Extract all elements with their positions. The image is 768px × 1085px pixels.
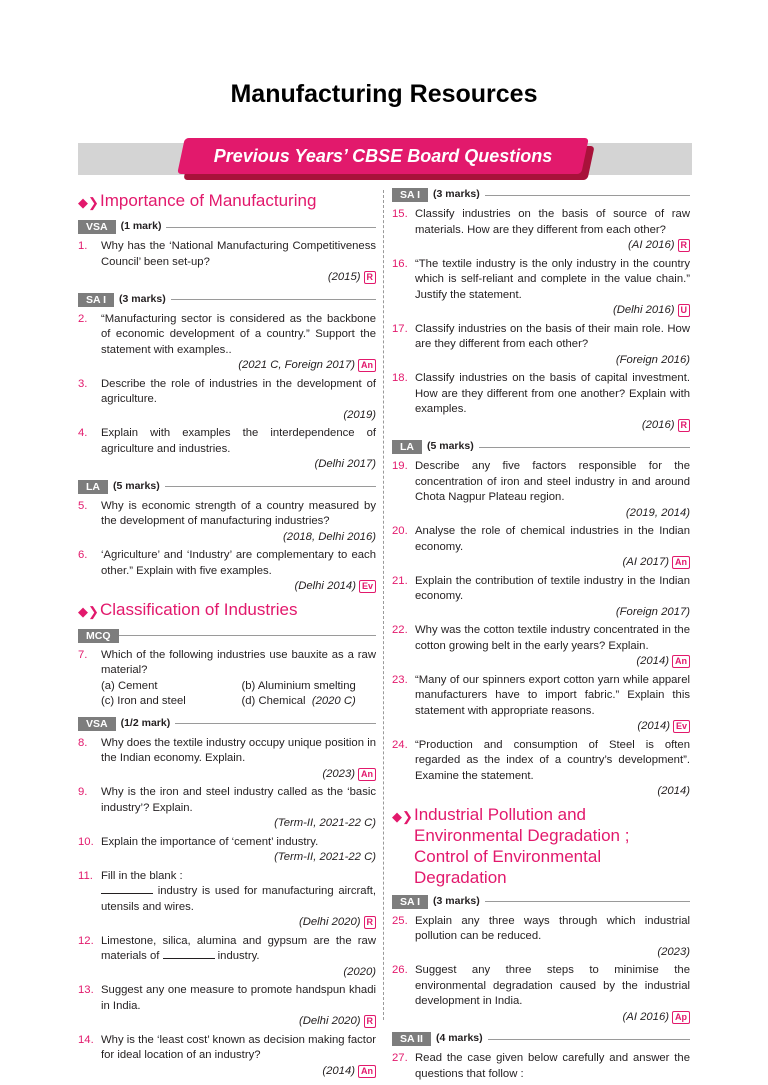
topic-heading (78, 599, 376, 622)
answer-blank (163, 958, 215, 959)
question-source: (2014) (657, 785, 690, 797)
section-marks: (1/2 mark) (120, 716, 171, 729)
skill-tag: An (358, 359, 376, 372)
question-text: Explain any three ways through which industrial pollution can be reduced. (415, 914, 690, 942)
question-source: (Term-II, 2021-22 C) (274, 817, 376, 829)
question-number: 16. (392, 257, 408, 270)
question-text: Classify industries on the basis of capital investment. How are they different from one another? Explain with examples. (415, 372, 690, 415)
question-text: Classify industries on the basis of source of raw materials. How are they different from each other? (415, 208, 690, 236)
section-marks: (1 mark) (120, 220, 162, 233)
banner-heading: Previous Years’ CBSE Board Questions (213, 146, 553, 166)
question-text: “Production and consumption of Steel is often regarded as the index of a country’s development”. Examine the statement. (415, 738, 690, 782)
topic-title: Importance of Manufacturing (100, 191, 317, 210)
question-source: (Term-II, 2021-22 C) (274, 851, 376, 863)
question-text-end: industry. (217, 950, 260, 962)
section-rule (175, 723, 376, 724)
question-text: Suggest any three steps to minimise the environmental degradation caused by the industrial development in India. (415, 964, 690, 1007)
question-text: Explain the contribution of textile industry in the Indian economy. (415, 574, 690, 602)
question-source: (2023) (657, 945, 690, 958)
question-text: “Many of our spinners export cotton yarn while apparel manufacturers have to import fabric.” Explain this statement with appropriate reasons. (415, 673, 690, 717)
skill-tag: An (672, 556, 690, 569)
question-text: “Manufacturing sector is considered as the backbone of economic development of a country.” Support the statement with examples.. (101, 312, 376, 356)
question-text: Analyse the role of chemical industries in the Indian economy. (415, 525, 690, 553)
question-text: Explain the importance of ‘cement’ industry. (101, 835, 319, 848)
section-rule (479, 447, 690, 448)
double-chevron-icon: ◆❯ (78, 195, 99, 210)
section-header (78, 220, 376, 234)
double-chevron-icon: ◆❯ (78, 603, 99, 619)
question-item (392, 963, 690, 1025)
section-marks: (3 marks) (119, 292, 166, 305)
question-text: “The textile industry is the only industry in the country which is self-reliant and complete in the value chain.” Justify the statement. (415, 257, 690, 301)
question-item (392, 371, 690, 433)
section-rule (488, 1039, 690, 1040)
question-source: (Delhi 2020) (298, 916, 361, 928)
skill-tag: An (358, 1065, 376, 1078)
section-rule (119, 635, 377, 636)
question-number: 11. (78, 869, 93, 882)
question-number: 23. (392, 673, 408, 686)
question-number: 20. (392, 525, 408, 537)
topic-title: Classification of Industries (100, 599, 298, 619)
section-header (78, 629, 376, 643)
skill-tag: Ap (672, 1011, 690, 1024)
section-header (392, 1032, 690, 1046)
topic-heading (78, 190, 376, 213)
question-source: (Delhi 2014) (294, 580, 356, 592)
skill-tag: R (364, 271, 377, 284)
option-b: (b) Aluminium smelting (241, 679, 356, 692)
question-item (392, 673, 690, 735)
section-badge: SA I (392, 895, 428, 909)
question-item (78, 239, 376, 286)
question-source: (2023) (322, 767, 355, 780)
question-source: (Foreign 2017) (615, 605, 690, 618)
skill-tag: Ev (673, 720, 690, 733)
skill-tag: Ev (359, 580, 376, 593)
question-text: Why is economic strength of a country measured by the development of manufacturing industries? (101, 499, 376, 527)
question-number: 19. (392, 460, 408, 472)
question-number: 10. (78, 835, 94, 848)
skill-tag: R (678, 239, 691, 252)
section-header (78, 480, 376, 494)
section-badge: VSA (78, 717, 116, 731)
question-item (78, 548, 376, 595)
section-header (392, 895, 690, 909)
question-source: (AI 2017) (622, 556, 669, 568)
question-item (392, 524, 690, 571)
question-number: 2. (78, 312, 88, 325)
section-header (392, 188, 690, 202)
question-item (392, 738, 690, 800)
topic-heading (392, 804, 690, 888)
question-source: (Foreign 2016) (615, 353, 690, 366)
question-item (392, 207, 690, 254)
option-a: (a) Cement (101, 679, 158, 692)
question-source: (2016) (641, 418, 675, 431)
section-badge: VSA (78, 220, 116, 234)
question-item (78, 934, 376, 981)
question-source: (2015) (327, 271, 361, 283)
question-item (78, 312, 376, 374)
question-text: Describe any five factors responsible for the concentration of iron and steel industry in and around Chota Nagpur Plateau region. (415, 460, 690, 503)
question-source: (2019) (343, 408, 376, 421)
question-text: Why has the ‘National Manufacturing Competitiveness Council’ been set-up? (101, 240, 376, 268)
question-item (392, 914, 690, 961)
skill-tag: R (364, 1015, 377, 1028)
option-d: (d) Chemical (241, 695, 306, 707)
skill-tag: R (364, 916, 377, 929)
question-source: (2018, Delhi 2016) (283, 530, 376, 543)
question-item (78, 499, 376, 546)
question-source: (2019, 2014) (625, 506, 690, 519)
question-number: 8. (78, 736, 88, 749)
section-rule (166, 227, 376, 228)
section-marks: (5 marks) (113, 479, 160, 492)
question-source: (2021 C, Foreign 2017) (238, 359, 355, 371)
question-item (78, 377, 376, 424)
question-source: (AI 2016) (622, 1010, 669, 1023)
section-badge: SA I (78, 293, 114, 307)
section-marks: (3 marks) (433, 188, 480, 201)
question-number: 9. (78, 786, 88, 798)
question-text: Why does the textile industry occupy unique position in the Indian economy. Explain. (101, 736, 376, 764)
section-badge: SA II (392, 1032, 431, 1046)
question-number: 12. (78, 934, 94, 947)
question-number: 22. (392, 624, 408, 636)
skill-tag: An (672, 655, 690, 668)
question-source: (2014) (636, 655, 669, 667)
question-text: Why is the iron and steel industry called as the ‘basic industry’? Explain. (101, 786, 376, 814)
question-item (78, 426, 376, 473)
question-item (392, 459, 690, 521)
section-rule (171, 299, 376, 300)
page-title: Manufacturing Resources (230, 80, 538, 108)
question-source: (2014) (637, 720, 670, 732)
right-column (392, 186, 690, 1085)
question-number: 15. (392, 208, 408, 220)
section-header (78, 717, 376, 731)
question-item (392, 574, 690, 621)
question-number: 7. (78, 648, 88, 661)
question-number: 27. (392, 1052, 408, 1064)
skill-tag: R (678, 419, 691, 432)
question-item (78, 869, 376, 931)
question-text: Describe the role of industries in the development of agriculture. (101, 377, 376, 405)
section-rule (485, 195, 690, 196)
question-text: Explain with examples the interdependence of agriculture and industries. (101, 427, 376, 455)
section-marks: (3 marks) (433, 894, 480, 907)
section-marks: (5 marks) (427, 440, 474, 453)
question-source: (2020) (343, 965, 376, 978)
answer-blank (101, 893, 153, 894)
question-source: (2020 C) (311, 695, 356, 707)
question-item (392, 322, 690, 369)
question-number: 13. (78, 984, 94, 996)
question-item (78, 736, 376, 783)
skill-tag: U (678, 304, 691, 317)
section-badge: LA (392, 440, 422, 454)
section-rule (485, 901, 690, 902)
question-item (78, 648, 376, 710)
question-number: 3. (78, 377, 88, 390)
question-text: Limestone, silica, alumina and gypsum are the raw materials of (101, 934, 376, 962)
column-divider (383, 190, 384, 1020)
option-c: (c) Iron and steel (101, 695, 186, 707)
question-text: Suggest any one measure to promote handspun khadi in India. (101, 984, 376, 1012)
skill-tag: An (358, 768, 376, 781)
question-number: 26. (392, 964, 408, 976)
question-number: 25. (392, 914, 408, 927)
question-item (392, 623, 690, 670)
question-text: industry is used for manufacturing aircraft, utensils and wires. (101, 885, 377, 913)
topic-title: Industrial Pollution and Environmental Degradation ; Control of Environmental Degradation (414, 804, 630, 887)
question-lead: Fill in the blank : (101, 869, 183, 882)
question-text: ‘Agriculture’ and ‘Industry’ are complementary to each other.” Explain with five examples. (101, 549, 376, 577)
section-badge: MCQ (78, 629, 119, 643)
question-number: 24. (392, 738, 408, 751)
section-header (392, 440, 690, 454)
question-number: 6. (78, 549, 88, 561)
question-text: Read the case given below carefully and answer the questions that follow : (415, 1052, 690, 1080)
double-chevron-icon: ◆❯ (392, 808, 413, 824)
question-item (392, 257, 690, 319)
section-marks: (4 marks) (435, 1032, 483, 1045)
question-text: Why was the cotton textile industry concentrated in the cotton growing belt in the early years? Explain. (415, 624, 690, 652)
section-badge: SA I (392, 188, 428, 202)
question-text: Why is the ‘least cost’ known as decision making factor for ideal location of an industry? (101, 1033, 376, 1061)
section-rule (165, 486, 376, 487)
question-source: (Delhi 2016) (612, 304, 675, 316)
question-number: 14. (78, 1033, 94, 1046)
question-item (78, 785, 376, 832)
left-column (78, 186, 376, 1082)
question-item (392, 1051, 690, 1082)
question-source: (Delhi 2017) (314, 458, 376, 470)
question-text: Classify industries on the basis of their main role. How are they different from each other? (415, 322, 690, 350)
question-item (78, 1033, 376, 1080)
section-header (78, 293, 376, 307)
question-number: 18. (392, 372, 408, 384)
question-number: 1. (78, 240, 88, 252)
section-badge: LA (78, 480, 108, 494)
question-item (78, 835, 376, 866)
question-number: 5. (78, 499, 88, 512)
question-source: (2014) (322, 1064, 355, 1077)
question-source: (AI 2016) (628, 239, 675, 251)
question-number: 4. (78, 427, 88, 439)
mcq-options (101, 679, 376, 710)
question-number: 21. (392, 574, 408, 587)
question-number: 17. (392, 322, 408, 335)
question-source: (Delhi 2020) (298, 1015, 361, 1027)
question-text: Which of the following industries use bauxite as a raw material? (101, 648, 376, 676)
question-item (78, 983, 376, 1030)
